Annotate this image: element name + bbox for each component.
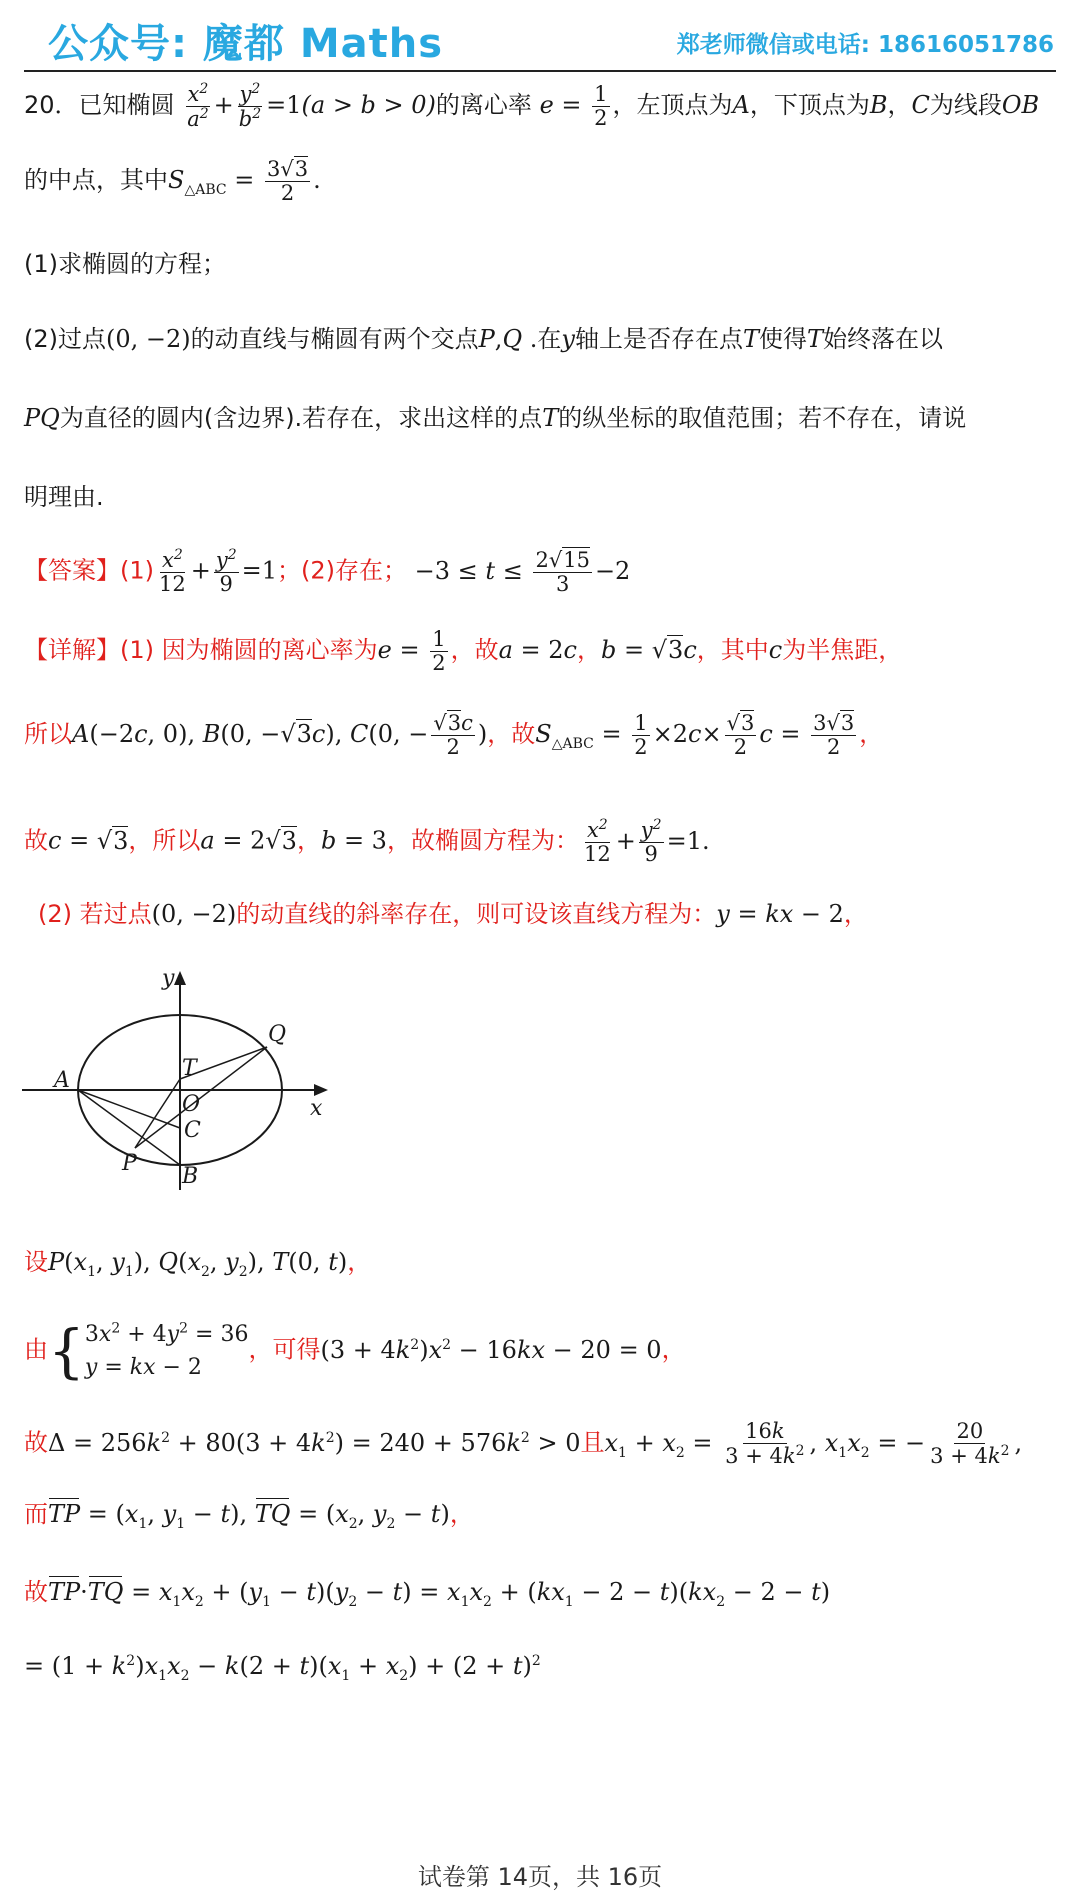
page-footer: 试卷第 14页，共 16页 [417,1863,663,1891]
solution-line-4: (2) 若过点(0, −2)的动直线的斜率存在，则可设该直线方程为：y = kx − 2， [38,900,868,928]
header-divider [24,70,1056,72]
diagram-label-y: y [162,966,175,991]
diagram-label-o: O [182,1092,201,1117]
header-contact: 郑老师微信或电话: 18616051786 [676,32,1054,58]
diagram-label-c: C [184,1118,201,1143]
problem-part-2-line-1: (2)过点(0, −2)的动直线与椭圆有两个交点P,Q .在y轴上是否存在点T使得T始终落在以 [24,325,943,353]
solution-line-1: 【详解】(1) 因为椭圆的离心率为e = $\frac{1}{2}$ ，故a = 2c，b = √3c，其中c为半焦距， [24,627,903,676]
solution-line-5: 设$P(x_1$, $y_1$), $Q(x_2$, $y_2$), T(0, t)， [24,1248,372,1280]
solution-line-8: 而TP = ($x_1$, $y_1 - t$), TQ = ($x_2$, $y_2 - t$)， [24,1500,474,1532]
problem-part-2-line-3: 明理由. [24,483,104,511]
diagram-label-p: P [122,1151,137,1176]
diagram-label-a: A [54,1068,70,1093]
header-account-title: 公众号: 魔都 Maths [48,21,444,67]
solution-line-10: = $(1 + k^2)x_1x_2 - k(2 + t)(x_1 + x_2) + (2 + t)^2$ [24,1652,541,1684]
diagram-label-x: x [310,1096,323,1121]
solution-line-2: 所以A(−2c, 0), B(0, −√3c), C(0, − $\frac{√3c}{2}$ )，故$S_{\triangle ABC}$ = $\frac{1}{2}$ ×2c× $\frac{√3}{2}$ c = $\frac{3√3}{2}$ ， [24,711,884,760]
diagram-label-b: B [182,1164,199,1189]
problem-part-2-line-2: PQ为直径的圆内(含边界).若存在，求出这样的点T的纵坐标的取值范围；若不存在，请说 [24,404,967,432]
diagram-label-q: Q [268,1022,287,1047]
ellipse-diagram [22,965,342,1215]
problem-line-1: 20．已知椭圆 $\frac{x^2}{a^2}$ + $\frac{y^2}{b^2}$ =1(a > b > 0)的离心率 e = $\frac{1}{2}$ ，左顶点为A，下顶点为B，C为线段OB [24,81,1040,132]
solution-line-6: 由{ $3x^2 + 4y^2 = 36$ y = kx − 2 ，可得$(3 + 4k^2)x^2 - 16kx - 20 = 0$， [24,1316,686,1385]
solution-line-3: 故c = √3，所以a = 2√3，b = 3，故椭圆方程为： $\frac{x^2}{12}$ + $\frac{y^2}{9}$ =1. [24,817,710,867]
solution-line-7: 故$\Delta = 256k^2 + 80(3 + 4k^2) = 240 + 576k^2 > 0$且$x_1 + x_2$ = $\frac{16k}{3 + 4k^2}$ , $x_1x_2$ = − $\frac{20}{3 + 4k^2}$ , [24,1419,1023,1469]
diagram-label-t: T [182,1056,197,1081]
problem-part-1: (1)求椭圆的方程； [24,250,226,278]
answer-line: 【答案】(1) $\frac{x^2}{12}$ + $\frac{y^2}{9}$ =1；(2)存在； −3 ≤ t ≤ $\frac{2√15}{3}$ −2 [24,547,631,597]
solution-line-9: 故$TP\cdot TQ = x_1x_2 + (y_1 - t)(y_2 - t) = x_1x_2 + (kx_1 - 2 - t)(kx_2 - 2 - t)$ [24,1578,831,1610]
problem-line-2: 的中点，其中$S_{\triangle ABC}$ = $\frac{3√3}{2}$ . [24,157,321,206]
